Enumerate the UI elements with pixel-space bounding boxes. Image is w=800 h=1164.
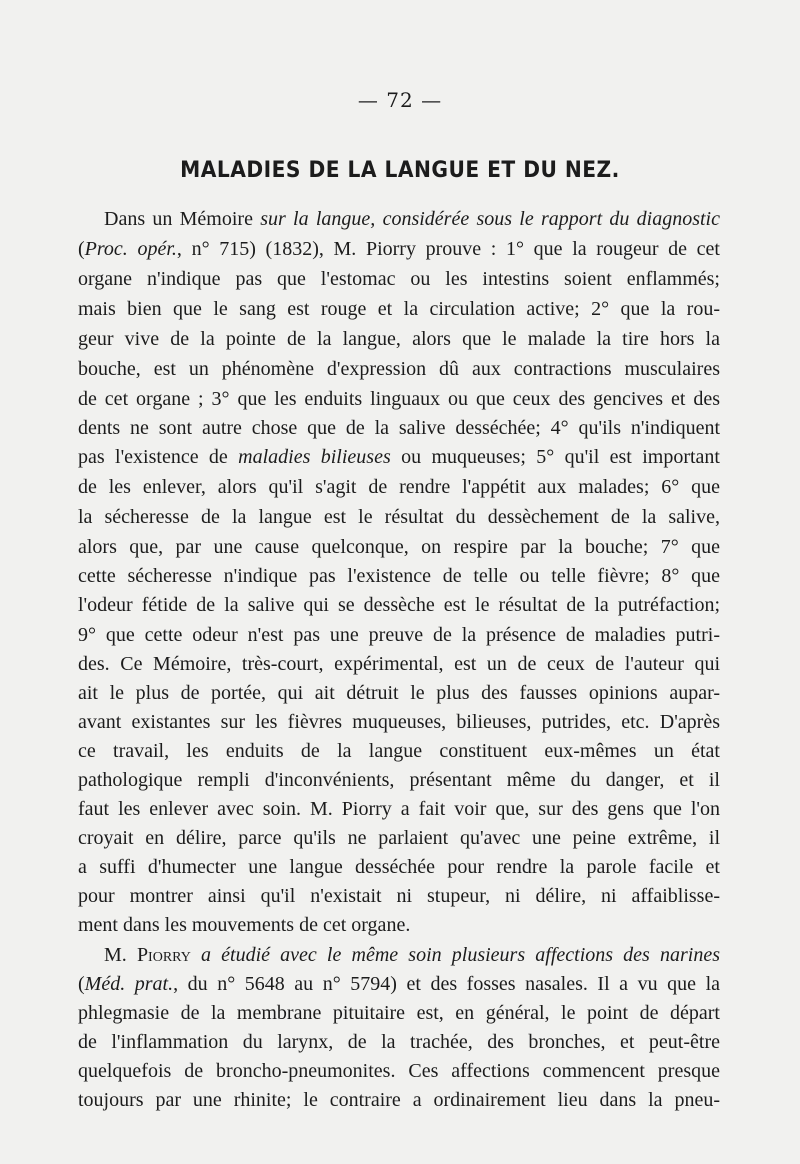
text-line: ment dans les mouvements de cet organe. (78, 914, 411, 936)
text-line: ce travail, les enduits de la langue constituent eux-mêmes un état (78, 740, 720, 762)
text-line: a suffi d'humecter une langue desséchée pour rendre la parole facile et (78, 856, 720, 878)
author-name: Piorry (136, 944, 191, 966)
text-line: la sécheresse de la langue est le résultat du dessèchement de la salive, (78, 506, 720, 528)
text-line: alors que, par une cause quelconque, on respire par la bouche; 7° que (78, 536, 720, 558)
text-line: cette sécheresse n'indique pas l'existence de telle ou telle fièvre; 8° que (78, 565, 720, 587)
text-line: avant existantes sur les fièvres muqueuses, bilieuses, putrides, etc. D'après (78, 711, 720, 733)
text-line: Dans un Mémoire sur la langue, considérée sous le rapport du diagnostic (104, 208, 720, 230)
text-line: 9° que cette odeur n'est pas une preuve de la présence de maladies putri- (78, 624, 720, 646)
text-line: pour montrer ainsi qu'il n'existait ni stupeur, ni délire, ni affaiblisse- (78, 885, 720, 907)
italic-title: sur la langue, considérée sous le rapport du diagnostic (260, 208, 720, 230)
italic-citation: Méd. prat. (84, 973, 174, 995)
text-line: faut les enlever avec soin. M. Piorry a fait voir que, sur des gens que l'on (78, 798, 720, 820)
page-number: — 72 — (357, 88, 443, 112)
chapter-title: MALADIES DE LA LANGUE ET DU NEZ. (180, 158, 620, 183)
text-line: quelquefois de broncho-pneumonites. Ces affections commencent presque (78, 1060, 720, 1082)
text-line: ait le plus de portée, qui ait détruit le plus des fausses opinions aupar- (78, 682, 720, 704)
text-line: croyait en délire, parce qu'ils ne parlaient qu'avec une peine extrême, il (78, 827, 720, 849)
italic-term: maladies bilieuses (238, 446, 391, 468)
text-line: phlegmasie de la membrane pituitaire est, en général, le point de départ (78, 1002, 720, 1024)
text-line: de cet organe ; 3° que les enduits linguaux ou que ceux des gencives et des (78, 388, 720, 410)
text-line: (Méd. prat., du n° 5648 au n° 5794) et des fosses nasales. Il a vu que la (78, 973, 720, 995)
text-line: bouche, est un phénomène d'expression dû aux contractions musculaires (78, 358, 720, 380)
text-line: toujours par une rhinite; le contraire a ordinairement lieu dans la pneu- (78, 1089, 720, 1111)
text-line: dents ne sont autre chose que de la salive desséchée; 4° qu'ils n'indiquent (78, 417, 720, 439)
text-line: organe n'indique pas que l'estomac ou les intestins soient enflammés; (78, 268, 720, 290)
text-line: mais bien que le sang est rouge et la circulation active; 2° que la rou- (78, 298, 720, 320)
text-line: l'odeur fétide de la salive qui se dessèche est le résultat de la putréfaction; (78, 594, 720, 616)
text-line: de les enlever, alors qu'il s'agit de rendre l'appétit aux malades; 6° que (78, 476, 720, 498)
text-line: pathologique rempli d'inconvénients, présentant même du danger, et il (78, 769, 720, 791)
text-line: pas l'existence de maladies bilieuses ou muqueuses; 5° qu'il est important (78, 446, 720, 468)
text-line: (Proc. opér., n° 715) (1832), M. Piorry prouve : 1° que la rougeur de cet (78, 238, 720, 260)
text-line: geur vive de la pointe de la langue, alors que le malade la tire hors la (78, 328, 720, 350)
text-line: des. Ce Mémoire, très-court, expérimental, est un de ceux de l'auteur qui (78, 653, 720, 675)
text-line: M. Piorry a étudié avec le même soin plusieurs affections des narines (104, 944, 720, 966)
italic-citation: Proc. opér. (84, 238, 177, 260)
text-line: de l'inflammation du larynx, de la trachée, des bronches, et peut-être (78, 1031, 720, 1053)
